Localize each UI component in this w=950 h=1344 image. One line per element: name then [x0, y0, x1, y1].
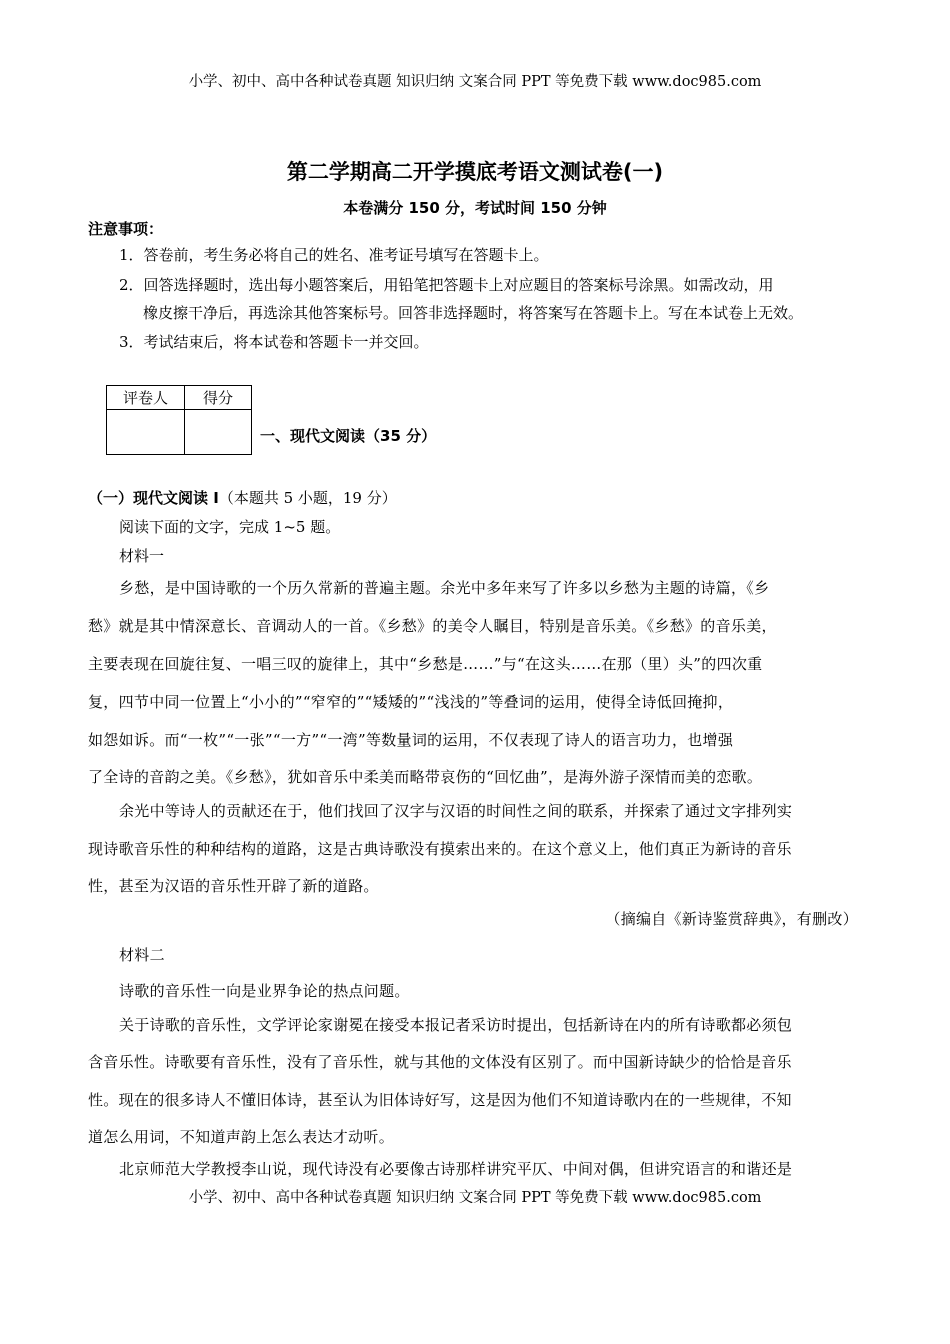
material1-source: （摘编自《新诗鉴赏辞典》，有删改）	[605, 910, 858, 928]
note-item-3: 3．考试结束后，将本试卷和答题卡一并交回。	[119, 333, 429, 351]
material2-label: 材料二	[119, 946, 165, 964]
subsection-label: （一）现代文阅读 I	[88, 489, 219, 507]
subsection-detail: （本题共 5 小题，19 分）	[218, 489, 397, 507]
material2-line: 道怎么用词，不知道声韵上怎么表达才动听。	[88, 1128, 395, 1146]
page-title: 第二学期高二开学摸底考语文测试卷(一)	[286, 160, 664, 184]
score-header: 得分	[185, 386, 252, 410]
grader-header: 评卷人	[107, 386, 185, 410]
material1-line: 如怨如诉。而“一枚”“一张”“一方”“一湾”等数量词的运用，不仅表现了诗人的语言功力，也增强	[88, 731, 734, 749]
page-header: 小学、初中、高中各种试卷真题 知识归纳 文案合同 PPT 等免费下载 www.doc985.com	[188, 74, 762, 90]
score-table	[106, 385, 252, 455]
material2-line: 含音乐性。诗歌要有音乐性，没有了音乐性，就与其他的文体没有区别了。而中国新诗缺少的恰恰是音乐	[88, 1053, 792, 1071]
material2-line: 北京师范大学教授李山说，现代诗没有必要像古诗那样讲究平仄、中间对偶，但讲究语言的和谐还是	[119, 1160, 793, 1178]
page-footer: 小学、初中、高中各种试卷真题 知识归纳 文案合同 PPT 等免费下载 www.doc985.com	[188, 1190, 762, 1206]
material1-line: 乡愁，是中国诗歌的一个历久常新的普遍主题。余光中多年来写了许多以乡愁为主题的诗篇，《乡	[119, 579, 770, 597]
score-cell	[185, 410, 252, 455]
instruction: 阅读下面的文字，完成 1~5 题。	[119, 518, 341, 536]
material1-line: 余光中等诗人的贡献还在于，他们找回了汉字与汉语的时间性之间的联系，并探索了通过文字排列实	[119, 802, 793, 820]
exam-subtitle: 本卷满分 150 分，考试时间 150 分钟	[343, 199, 607, 217]
material2-line: 性。现在的很多诗人不懂旧体诗，甚至认为旧体诗好写，这是因为他们不知道诗歌内在的一些规律，不知	[88, 1091, 792, 1109]
material1-line: 愁》就是其中情深意长、音调动人的一首。《乡愁》的美令人瞩目，特别是音乐美。《乡愁》的音乐美，	[88, 617, 777, 635]
notes-heading: 注意事项：	[88, 220, 164, 238]
section-heading: 一、现代文阅读（35 分）	[260, 427, 437, 445]
grader-cell	[107, 410, 185, 455]
subsection-heading	[88, 487, 397, 508]
material1-label: 材料一	[119, 547, 165, 565]
note-item-1: 1．答卷前，考生务必将自己的姓名、准考证号填写在答题卡上。	[119, 246, 549, 264]
material2-line: 关于诗歌的音乐性，文学评论家谢冕在接受本报记者采访时提出，包括新诗在内的所有诗歌都必须包	[119, 1016, 793, 1034]
material1-line: 主要表现在回旋往复、一唱三叹的旋律上，其中“乡愁是……”与“在这头……在那（里）头”的四次重	[88, 655, 763, 673]
material1-line: 性，甚至为汉语的音乐性开辟了新的道路。	[88, 877, 379, 895]
note-item-2: 2．回答选择题时，选出每小题答案后，用铅笔把答题卡上对应题目的答案标号涂黑。如需改动，用	[119, 276, 774, 294]
note-item-2-cont: 橡皮擦干净后，再选涂其他答案标号。回答非选择题时，将答案写在答题卡上。写在本试卷上无效。	[143, 304, 804, 322]
material2-line: 诗歌的音乐性一向是业界争论的热点问题。	[119, 982, 410, 1000]
material1-line: 了全诗的音韵之美。《乡愁》，犹如音乐中柔美而略带哀伤的“回忆曲”，是海外游子深情而美的恋歌。	[88, 768, 763, 786]
material1-line: 现诗歌音乐性的种种结构的道路，这是古典诗歌没有摸索出来的。在这个意义上，他们真正为新诗的音乐	[88, 840, 792, 858]
material1-line: 复，四节中同一位置上“小小的”“窄窄的”“矮矮的”“浅浅的”等叠词的运用，使得全诗低回掩抑，	[88, 693, 734, 711]
